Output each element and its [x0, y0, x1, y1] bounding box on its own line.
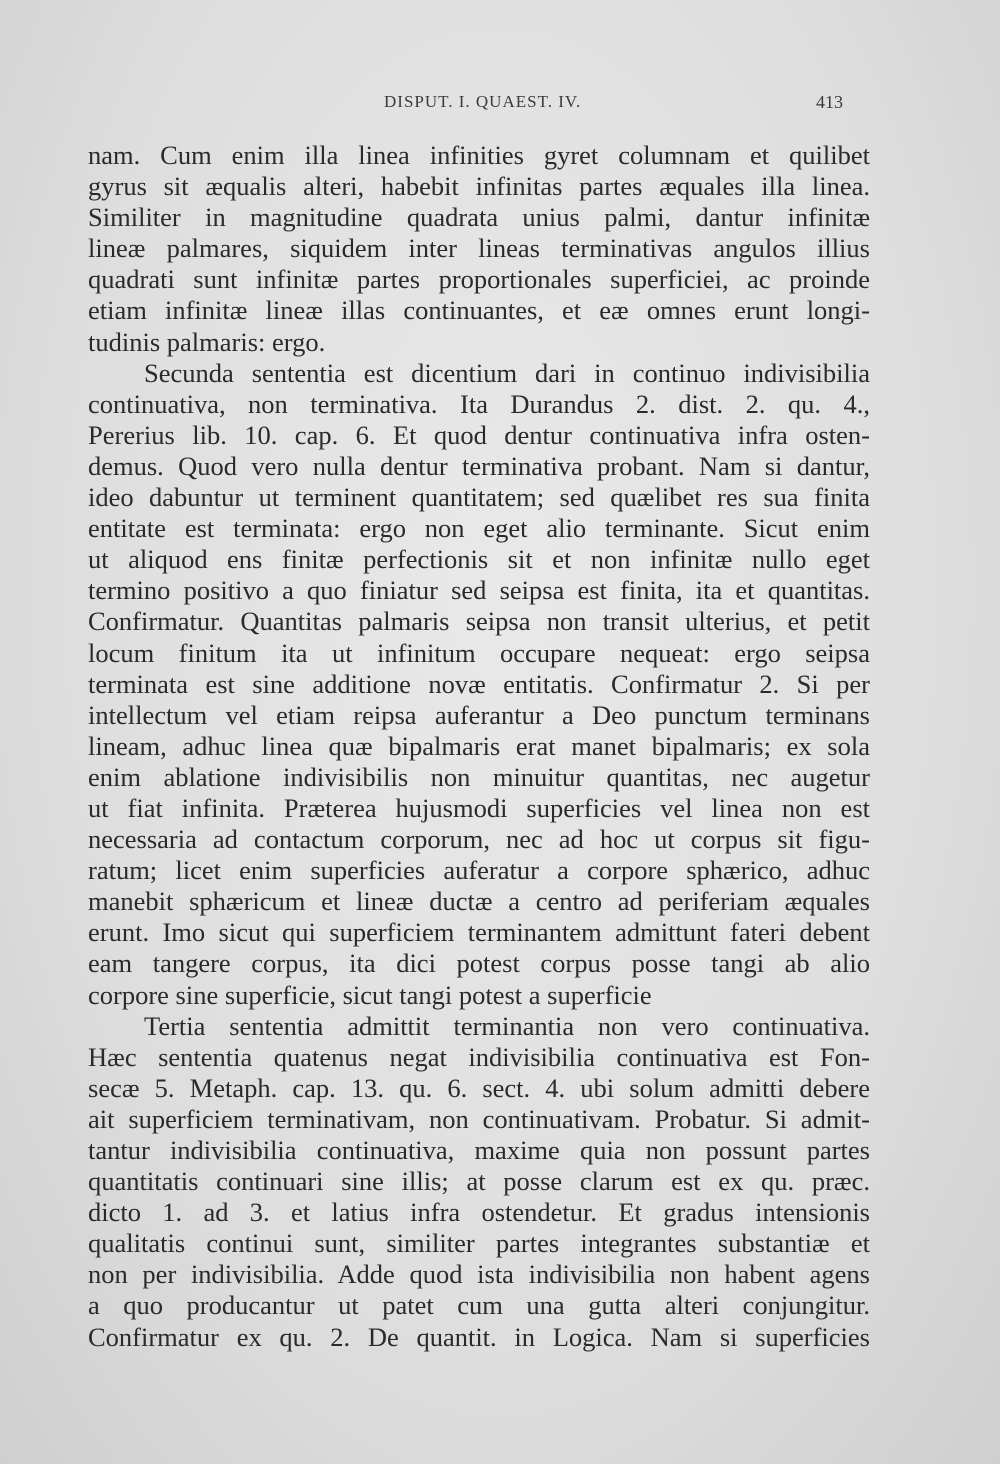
text-line: ut aliquod ens finitæ perfectionis sit et non infinitæ nullo eget: [88, 544, 870, 575]
text-line: gyrus sit æqualis alteri, habebit infinitas partes æquales illa linea.: [88, 171, 870, 202]
text-line: quantitatis continuari sine illis; at posse clarum est ex qu. præc.: [88, 1166, 870, 1197]
text-line: ideo dabuntur ut terminent quantitatem; sed quælibet res sua finita: [88, 482, 870, 513]
text-line: termino positivo a quo finiatur sed seipsa est finita, ita et quantitas.: [88, 575, 870, 606]
page-header: [0, 92, 1000, 122]
text-line: terminata est sine additione novæ entitatis. Confirmatur 2. Si per: [88, 668, 870, 699]
text-line: continuativa, non terminativa. Ita Durandus 2. dist. 2. qu. 4.,: [88, 388, 870, 419]
running-head: DISPUT. I. QUAEST. IV.: [384, 92, 582, 111]
text-line: nam. Cum enim illa linea infinities gyret columnam et quilibet: [88, 140, 870, 170]
text-line: quadrati sunt infinitæ partes proportionales superficiei, ac proinde: [88, 264, 870, 295]
text-line: lineam, adhuc linea quæ bipalmaris erat manet bipalmaris; ex sola: [88, 730, 870, 761]
text-line: dicto 1. ad 3. et latius infra ostendetur. Et gradus intensionis: [88, 1197, 870, 1228]
text-line: Tertia sententia admittit terminantia non vero continuativa.: [144, 1010, 870, 1041]
text-line: Hæc sententia quatenus negat indivisibilia continuativa est Fon-: [88, 1041, 870, 1072]
text-line: entitate est terminata: ergo non eget alio terminante. Sicut enim: [88, 513, 870, 544]
text-line: ratum; licet enim superficies auferatur a corpore sphærico, adhuc: [88, 855, 870, 886]
text-line: eam tangere corpus, ita dici potest corpus posse tangi ab alio: [88, 948, 870, 979]
text-line: ait superficiem terminativam, non continuativam. Probatur. Si admit-: [88, 1103, 870, 1134]
text-line: Confirmatur ex qu. 2. De quantit. in Logica. Nam si superficies: [88, 1321, 870, 1352]
text-line: tantur indivisibilia continuativa, maxime quia non possunt partes: [88, 1135, 870, 1165]
text-line: necessaria ad contactum corporum, nec ad hoc ut corpus sit figu-: [88, 824, 870, 855]
text-line: enim ablatione indivisibilis non minuitur quantitas, nec augetur: [88, 761, 870, 792]
text-line: corpore sine superficie, sicut tangi potest a superficie: [88, 979, 652, 1010]
body-text: [88, 140, 870, 1353]
text-line: ut fiat infinita. Præterea hujusmodi superficies vel linea non est: [88, 792, 870, 823]
text-line: etiam infinitæ lineæ illas continuantes, et eæ omnes erunt longi-: [88, 295, 870, 326]
text-line: secæ 5. Metaph. cap. 13. qu. 6. sect. 4. ubi solum admitti debere: [88, 1072, 870, 1103]
text-line: Secunda sententia est dicentium dari in continuo indivisibilia: [144, 357, 870, 388]
text-line: demus. Quod vero nulla dentur terminativa probant. Nam si dantur,: [88, 450, 870, 481]
text-line: Similiter in magnitudine quadrata unius palmi, dantur infinitæ: [88, 202, 870, 233]
text-line: locum finitum ita ut infinitum occupare nequeat: ergo seipsa: [88, 637, 870, 668]
text-line: manebit sphæricum et lineæ ductæ a centro ad periferiam æquales: [88, 886, 870, 917]
text-line: erunt. Imo sicut qui superficiem terminantem admittunt fateri debent: [88, 917, 870, 948]
page-number: 413: [816, 92, 843, 112]
text-line: non per indivisibilia. Adde quod ista indivisibilia non habent agens: [88, 1259, 870, 1290]
text-line: a quo producantur ut patet cum una gutta alteri conjungitur.: [88, 1290, 870, 1321]
text-line: Pererius lib. 10. cap. 6. Et quod dentur continuativa infra osten-: [88, 419, 870, 450]
text-line: lineæ palmares, siquidem inter lineas terminativas angulos illius: [88, 233, 870, 264]
text-line: intellectum vel etiam reipsa auferantur a Deo punctum terminans: [88, 699, 870, 730]
text-line: tudinis palmaris: ergo.: [88, 326, 326, 357]
text-line: Confirmatur. Quantitas palmaris seipsa non transit ulterius, et petit: [88, 606, 870, 637]
text-line: qualitatis continui sunt, similiter partes integrantes substantiæ et: [88, 1228, 870, 1259]
